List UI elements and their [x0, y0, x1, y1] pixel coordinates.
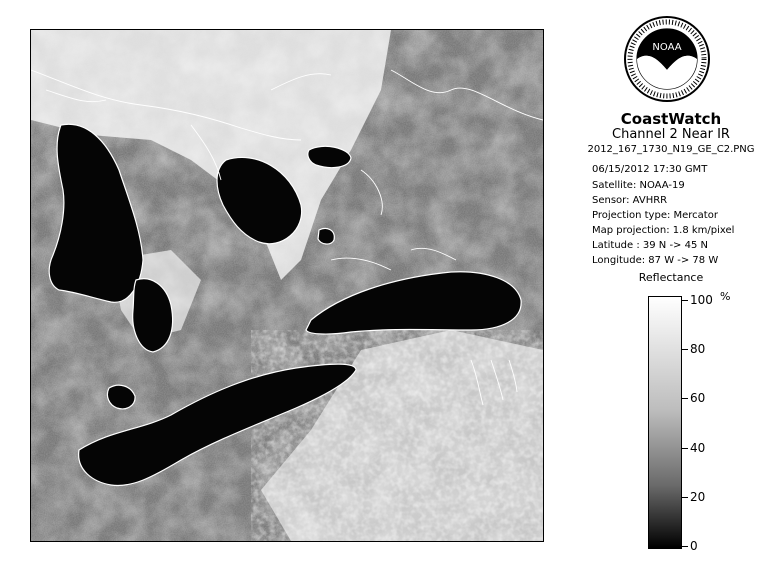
file-name: 2012_167_1730_N19_GE_C2.PNG [587, 144, 755, 155]
colorbar-tick-label: 100 [690, 293, 713, 307]
satellite-image [30, 29, 544, 542]
sensor-label: Sensor: AVHRR [592, 195, 668, 206]
satellite-label: Satellite: NOAA-19 [592, 180, 685, 191]
datetime-label: 06/15/2012 17:30 GMT [592, 164, 708, 175]
colorbar-tick-label: 0 [690, 539, 698, 553]
colorbar-tick-label: 60 [690, 391, 706, 406]
colorbar-tick-label: 80 [690, 342, 706, 357]
map-projection-label: Map projection: 1.8 km/pixel [592, 225, 735, 236]
reflectance-colorbar [648, 296, 682, 549]
brand-title: CoastWatch [620, 110, 722, 128]
colorbar-title: Reflectance [638, 271, 704, 284]
noaa-logo [622, 14, 712, 104]
colorbar-tick [682, 448, 688, 449]
colorbar-tick [682, 398, 688, 399]
colorbar-tick-label: 40 [690, 440, 706, 455]
colorbar-unit: % [720, 290, 731, 303]
info-panel [562, 0, 782, 572]
colorbar-tick [682, 497, 688, 498]
channel-label: Channel 2 Near IR [612, 127, 730, 142]
colorbar-tick [682, 349, 688, 350]
projection-type-label: Projection type: Mercator [592, 210, 718, 221]
colorbar-tick-label: 20 [690, 489, 706, 504]
colorbar-tick [682, 546, 688, 547]
logo-text: NOAA [652, 42, 682, 53]
small-lake-2 [318, 228, 334, 244]
colorbar-tick [682, 300, 688, 301]
speckle-texture [251, 330, 543, 541]
latitude-label: Latitude : 39 N -> 45 N [592, 240, 708, 251]
satellite-map [31, 30, 543, 541]
longitude-label: Longitude: 87 W -> 78 W [592, 255, 719, 266]
